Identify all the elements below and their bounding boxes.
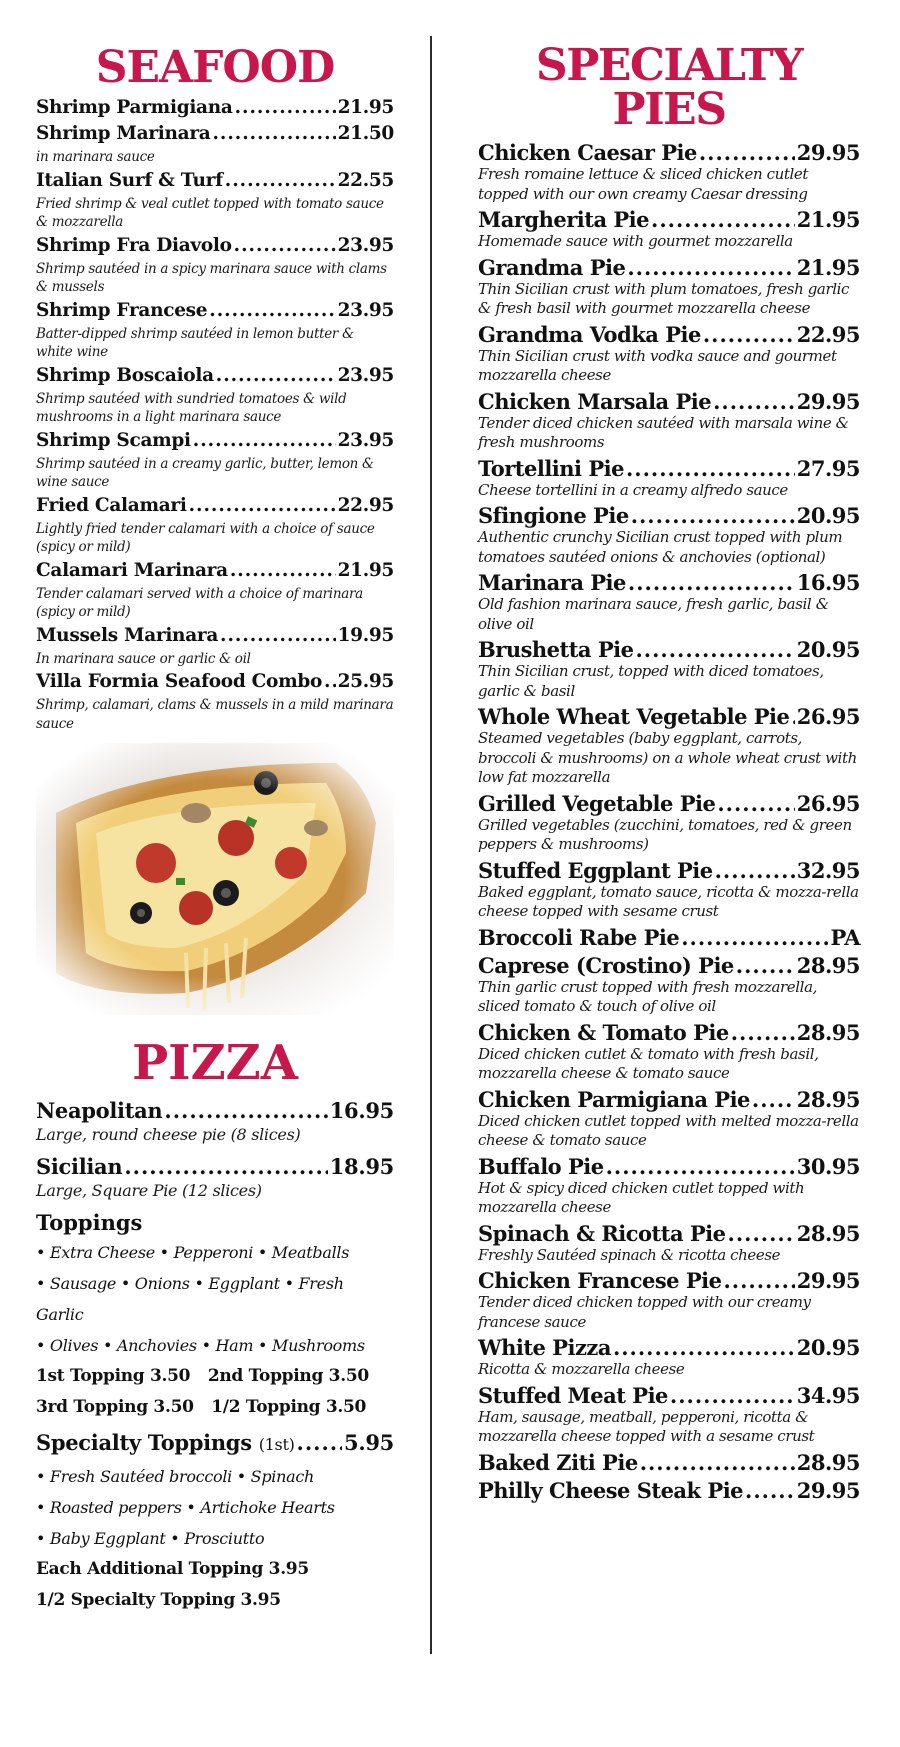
leader-dots <box>728 1221 795 1246</box>
pizza-slice-photo <box>36 743 394 1015</box>
item-name: Spinach & Ricotta Pie <box>478 1220 726 1246</box>
leader-dots <box>724 1268 795 1293</box>
menu-item-row <box>478 858 860 883</box>
menu-item-row <box>36 670 394 694</box>
menu-item-row <box>36 234 394 258</box>
menu-item <box>478 140 860 204</box>
topping-price: 2nd Topping 3.50 <box>207 1366 369 1386</box>
item-price: 21.95 <box>796 254 860 280</box>
item-name: Shrimp Marinara <box>36 123 211 144</box>
menu-item-row <box>478 322 860 347</box>
item-name: Chicken Parmigiana Pie <box>478 1086 750 1112</box>
menu-item <box>478 1221 860 1266</box>
menu-item <box>36 96 394 120</box>
item-price: 21.50 <box>337 123 394 144</box>
item-name: Grandma Vodka Pie <box>478 321 701 347</box>
pizza-title: PIZZA <box>132 1035 298 1091</box>
menu-item-row <box>478 570 860 595</box>
menu-item-row <box>478 1335 860 1360</box>
item-price: 28.95 <box>796 1019 860 1045</box>
leader-dots <box>627 255 794 280</box>
menu-item-row <box>478 255 860 280</box>
menu-item-row <box>36 624 394 648</box>
item-name: Marinara Pie <box>478 570 626 595</box>
menu-item <box>478 858 860 922</box>
leader-dots <box>731 1020 795 1045</box>
menu-item <box>36 122 394 167</box>
half-specialty-topping-price: 1/2 Specialty Topping 3.95 <box>36 1590 281 1610</box>
menu-item-row <box>478 704 860 729</box>
item-name: Shrimp Boscaiola <box>36 364 214 386</box>
item-name: Stuffed Eggplant Pie <box>478 857 713 883</box>
item-price: 28.95 <box>796 1086 860 1112</box>
item-price: 29.95 <box>796 1477 860 1503</box>
item-price: 21.95 <box>337 559 394 581</box>
leader-dots <box>225 169 336 193</box>
right-column <box>478 0 860 1506</box>
item-price: 22.95 <box>337 494 394 516</box>
menu-item <box>478 791 860 855</box>
menu-item <box>478 1087 860 1151</box>
topping-price: 3rd Topping 3.50 <box>36 1397 194 1417</box>
item-price: 29.95 <box>796 140 860 165</box>
item-description: Tender calamari served with a choice of marinara (spicy or mild) <box>36 585 363 620</box>
specialty-pies-list <box>478 140 860 1503</box>
item-price: 20.95 <box>796 503 860 528</box>
item-name: Shrimp Francese <box>36 299 208 321</box>
menu-item <box>478 1154 860 1218</box>
item-name: Chicken Caesar Pie <box>478 140 697 165</box>
leader-dots <box>745 1478 795 1503</box>
item-price: 21.95 <box>796 207 860 232</box>
leader-dots <box>717 791 794 816</box>
menu-item-row <box>478 207 860 232</box>
specialty-line: • Fresh Sautéed broccoli • Spinach <box>36 1467 314 1486</box>
item-price: 23.95 <box>337 299 394 321</box>
item-price: 19.95 <box>337 624 394 646</box>
toppings-line: • Olives • Anchovies • Ham • Mushrooms <box>36 1336 365 1355</box>
leader-dots <box>606 1154 795 1179</box>
item-description: Old fashion marinara sauce, fresh garlic, basil & olive oil <box>478 595 829 633</box>
leader-dots <box>164 1097 327 1124</box>
menu-item-row <box>36 559 394 583</box>
topping-prices-row <box>36 1361 394 1392</box>
item-description: In marinara sauce or garlic & oil <box>36 650 251 667</box>
item-name: Chicken Francese Pie <box>478 1268 722 1293</box>
leader-dots <box>297 1427 343 1459</box>
item-description: Freshly Sautéed spinach & ricotta cheese <box>478 1245 781 1264</box>
item-name: Villa Formia Seafood Combo <box>36 671 323 692</box>
item-description: Large, Square Pie (12 slices) <box>36 1181 262 1200</box>
leader-dots <box>628 570 795 595</box>
specialty-toppings-row <box>36 1427 394 1461</box>
item-price: 30.95 <box>796 1153 860 1179</box>
menu-item-row <box>36 494 394 518</box>
leader-dots <box>736 953 795 978</box>
menu-item-row <box>478 389 860 414</box>
menu-item-row <box>478 1268 860 1293</box>
menu-item <box>478 953 860 1017</box>
item-name: Neapolitan <box>36 1098 163 1123</box>
specialty-pies-title: SPECIALTY PIES <box>535 40 803 135</box>
item-name: Tortellini Pie <box>478 455 624 481</box>
item-name: Baked Ziti Pie <box>478 1449 638 1475</box>
menu-item <box>36 299 394 362</box>
leader-dots <box>752 1087 795 1112</box>
toppings-line: • Extra Cheese • Pepperoni • Meatballs <box>36 1243 350 1262</box>
item-name: Chicken & Tomato Pie <box>478 1019 729 1045</box>
item-description: Steamed vegetables (baby eggplant, carrots, broccoli & mushrooms) on a whole wheat crust with low fat mozzarella <box>478 729 857 786</box>
menu-item <box>478 456 860 501</box>
item-price: 23.95 <box>337 429 394 451</box>
menu-item <box>478 637 860 701</box>
item-name: Chicken Marsala Pie <box>478 388 712 414</box>
leader-dots <box>703 322 795 347</box>
item-price: 23.95 <box>337 234 394 256</box>
menu-item <box>478 207 860 252</box>
menu-item <box>36 559 394 622</box>
menu-item-row <box>36 96 394 120</box>
menu-item-row <box>478 953 860 978</box>
menu-item <box>478 503 860 567</box>
menu-item <box>478 1335 860 1380</box>
item-description: Fried shrimp & veal cutlet topped with tomato sauce & mozzarella <box>36 195 384 230</box>
item-description: Fresh romaine lettuce & sliced chicken cutlet topped with our own creamy Caesar dressing <box>478 165 808 203</box>
seafood-list <box>36 96 394 733</box>
item-name: Philly Cheese Steak Pie <box>478 1477 744 1503</box>
leader-dots <box>189 494 336 518</box>
item-description: Hot & spicy diced chicken cutlet topped with mozzarella cheese <box>478 1178 805 1216</box>
menu-item <box>478 570 860 634</box>
item-description: Ricotta & mozzarella cheese <box>478 1360 685 1378</box>
leader-dots <box>124 1153 327 1180</box>
leader-dots <box>216 364 336 388</box>
item-price: 34.95 <box>796 1382 860 1408</box>
item-description: Authentic crunchy Sicilian crust topped with plum tomatoes sautéed onions & anchovies (optional) <box>478 528 843 566</box>
toppings-list <box>36 1237 394 1361</box>
left-column <box>36 0 394 1616</box>
leader-dots <box>230 559 336 583</box>
item-name: Broccoli Rabe Pie <box>478 924 680 950</box>
menu-item <box>478 322 860 386</box>
leader-dots <box>631 503 795 528</box>
leader-dots <box>235 96 336 120</box>
pizza-list <box>36 1097 394 1201</box>
menu-item <box>478 1020 860 1084</box>
leader-dots <box>651 207 795 232</box>
menu-item <box>36 364 394 427</box>
menu-item <box>478 1478 860 1503</box>
menu-item <box>478 925 860 950</box>
leader-dots <box>635 637 794 662</box>
item-description: Diced chicken cutlet & tomato with fresh basil, mozzarella cheese & tomato sauce <box>478 1044 819 1082</box>
item-name: Italian Surf & Turf <box>36 169 223 191</box>
leader-dots <box>209 299 335 323</box>
item-price: 27.95 <box>796 455 860 481</box>
menu-item-row <box>36 169 394 193</box>
leader-dots <box>640 1450 795 1475</box>
item-name: Shrimp Scampi <box>36 429 191 451</box>
leader-dots <box>626 456 795 481</box>
item-price: 18.95 <box>329 1154 394 1179</box>
menu-item-row <box>36 1153 394 1180</box>
item-price: 21.95 <box>337 97 394 118</box>
item-price: 25.95 <box>337 671 394 692</box>
item-description: Batter-dipped shrimp sautéed in lemon butter & white wine <box>36 325 354 360</box>
item-name: Sfingione Pie <box>478 503 629 528</box>
menu-item-row <box>478 1478 860 1503</box>
item-description: Cheese tortellini in a creamy alfredo sauce <box>478 480 788 499</box>
menu-item-row <box>478 791 860 816</box>
toppings-heading: Toppings <box>36 1210 143 1235</box>
menu-item-row <box>478 1221 860 1246</box>
item-price: 28.95 <box>796 1449 860 1475</box>
item-price: 32.95 <box>796 857 860 883</box>
menu-item-row <box>478 1020 860 1045</box>
item-name: Stuffed Meat Pie <box>478 1382 668 1408</box>
menu-item <box>478 1383 860 1447</box>
menu-item-row <box>36 429 394 453</box>
item-description: Large, round cheese pie (8 slices) <box>36 1125 301 1144</box>
leader-dots <box>234 234 336 258</box>
item-price: 22.95 <box>796 321 860 347</box>
menu-item-row <box>478 503 860 528</box>
item-price: 28.95 <box>796 952 860 978</box>
item-name: Shrimp Parmigiana <box>36 97 233 118</box>
specialty-toppings-name: Specialty Toppings <box>36 1430 252 1455</box>
menu-item-row <box>478 1087 860 1112</box>
leader-dots <box>791 704 794 729</box>
specialty-toppings-price: 5.95 <box>344 1430 394 1455</box>
menu-item-row <box>478 1383 860 1408</box>
item-name: Caprese (Crostino) Pie <box>478 952 734 978</box>
item-description: Tender diced chicken topped with our creamy francese sauce <box>478 1293 811 1331</box>
toppings-line: • Sausage • Onions • Eggplant • Fresh Garlic <box>36 1274 344 1324</box>
menu-item-row <box>478 637 860 662</box>
menu-item-row <box>36 364 394 388</box>
item-price: 29.95 <box>796 1268 860 1293</box>
item-description: Thin Sicilian crust, topped with diced tomatoes, garlic & basil <box>478 662 824 700</box>
topping-price: 1st Topping 3.50 <box>36 1366 191 1386</box>
menu-item <box>36 494 394 557</box>
menu-item <box>36 1097 394 1145</box>
menu-item-row <box>478 456 860 481</box>
item-price: 16.95 <box>796 570 860 595</box>
leader-dots <box>193 429 336 453</box>
item-description: Lightly fried tender calamari with a choice of sauce (spicy or mild) <box>36 520 375 555</box>
leader-dots <box>324 670 336 694</box>
item-description: Shrimp, calamari, clams & mussels in a mild marinara sauce <box>36 697 394 732</box>
item-price: 29.95 <box>796 388 860 414</box>
specialty-line: • Roasted peppers • Artichoke Hearts <box>36 1498 335 1517</box>
topping-prices-row <box>36 1392 394 1423</box>
item-name: Grilled Vegetable Pie <box>478 790 716 816</box>
leader-dots <box>699 140 795 165</box>
item-description: Shrimp sautéed in a creamy garlic, butter, lemon & wine sauce <box>36 455 374 490</box>
item-name: Margherita Pie <box>478 207 650 232</box>
item-price: 28.95 <box>796 1220 860 1246</box>
menu-item-row <box>36 122 394 146</box>
item-description: Thin Sicilian crust with plum tomatoes, fresh garlic & fresh basil with gourmet mozzarella cheese <box>478 279 850 317</box>
item-description: Baked eggplant, tomato sauce, ricotta & mozza-rella cheese topped with sesame crust <box>478 882 859 920</box>
item-description: Thin Sicilian crust with vodka sauce and gourmet mozzarella cheese <box>478 346 837 384</box>
leader-dots <box>212 122 335 146</box>
item-price: PA <box>830 924 860 950</box>
menu-item <box>36 429 394 492</box>
leader-dots <box>670 1383 795 1408</box>
item-name: Mussels Marinara <box>36 624 219 646</box>
additional-topping-price: Each Additional Topping 3.95 <box>36 1559 309 1579</box>
item-description: Thin garlic crust topped with fresh mozzarella, sliced tomato & touch of olive oil <box>478 977 817 1015</box>
item-description: Shrimp sautéed with sundried tomatoes & wild mushrooms in a light marinara sauce <box>36 390 347 425</box>
item-name: Calamari Marinara <box>36 559 228 581</box>
leader-dots <box>715 858 795 883</box>
specialty-line: • Baby Eggplant • Prosciutto <box>36 1529 265 1548</box>
menu-item-row <box>478 1154 860 1179</box>
item-description: Diced chicken cutlet topped with melted mozza-rella cheese & tomato sauce <box>478 1111 859 1149</box>
item-name: Grandma Pie <box>478 254 626 280</box>
item-description: in marinara sauce <box>36 149 155 165</box>
item-price: 16.95 <box>329 1098 394 1123</box>
menu-item-row <box>478 925 860 950</box>
item-price: 26.95 <box>796 704 860 729</box>
menu-item <box>36 1153 394 1201</box>
specialty-toppings-list <box>36 1461 394 1554</box>
item-name: Whole Wheat Vegetable Pie <box>478 704 790 729</box>
leader-dots <box>220 624 336 648</box>
item-description: Grilled vegetables (zucchini, tomatoes, red & green peppers & mushrooms) <box>478 815 852 853</box>
menu-item <box>478 704 860 788</box>
item-price: 20.95 <box>796 637 860 662</box>
menu-item-row <box>36 1097 394 1124</box>
leader-dots <box>713 389 795 414</box>
item-description: Shrimp sautéed in a spicy marinara sauce with clams & mussels <box>36 260 387 295</box>
item-price: 23.95 <box>337 364 394 386</box>
item-name: Buffalo Pie <box>478 1153 604 1179</box>
item-name: White Pizza <box>478 1335 611 1360</box>
topping-price: 1/2 Topping 3.50 <box>211 1397 367 1417</box>
menu-item <box>36 169 394 232</box>
item-description: Homemade sauce with gourmet mozzarella <box>478 232 793 250</box>
menu-item-row <box>36 299 394 323</box>
menu-item <box>478 1268 860 1332</box>
item-name: Shrimp Fra Diavolo <box>36 234 232 256</box>
item-name: Fried Calamari <box>36 494 187 516</box>
item-name: Brushetta Pie <box>478 637 634 662</box>
pizza-section <box>36 1035 394 1616</box>
item-price: 20.95 <box>796 1335 860 1360</box>
item-name: Sicilian <box>36 1154 123 1179</box>
leader-dots <box>681 925 828 950</box>
menu-item-row <box>478 140 860 165</box>
column-divider <box>430 36 432 1654</box>
leader-dots <box>613 1335 795 1360</box>
menu-item <box>36 234 394 297</box>
item-price: 22.55 <box>337 169 394 191</box>
menu-item <box>478 389 860 453</box>
item-price: 26.95 <box>796 790 860 816</box>
item-description: Ham, sausage, meatball, pepperoni, ricotta & mozzarella cheese topped with a sesame crust <box>478 1407 815 1445</box>
menu-item-row <box>478 1450 860 1475</box>
specialty-toppings-note: (1st) <box>258 1435 295 1454</box>
menu-item <box>478 1450 860 1475</box>
menu-item <box>36 624 394 669</box>
menu-item <box>478 255 860 319</box>
menu-item <box>36 670 394 733</box>
item-description: Tender diced chicken sautéed with marsala wine & fresh mushrooms <box>478 413 849 451</box>
seafood-title: SEAFOOD <box>95 42 335 93</box>
